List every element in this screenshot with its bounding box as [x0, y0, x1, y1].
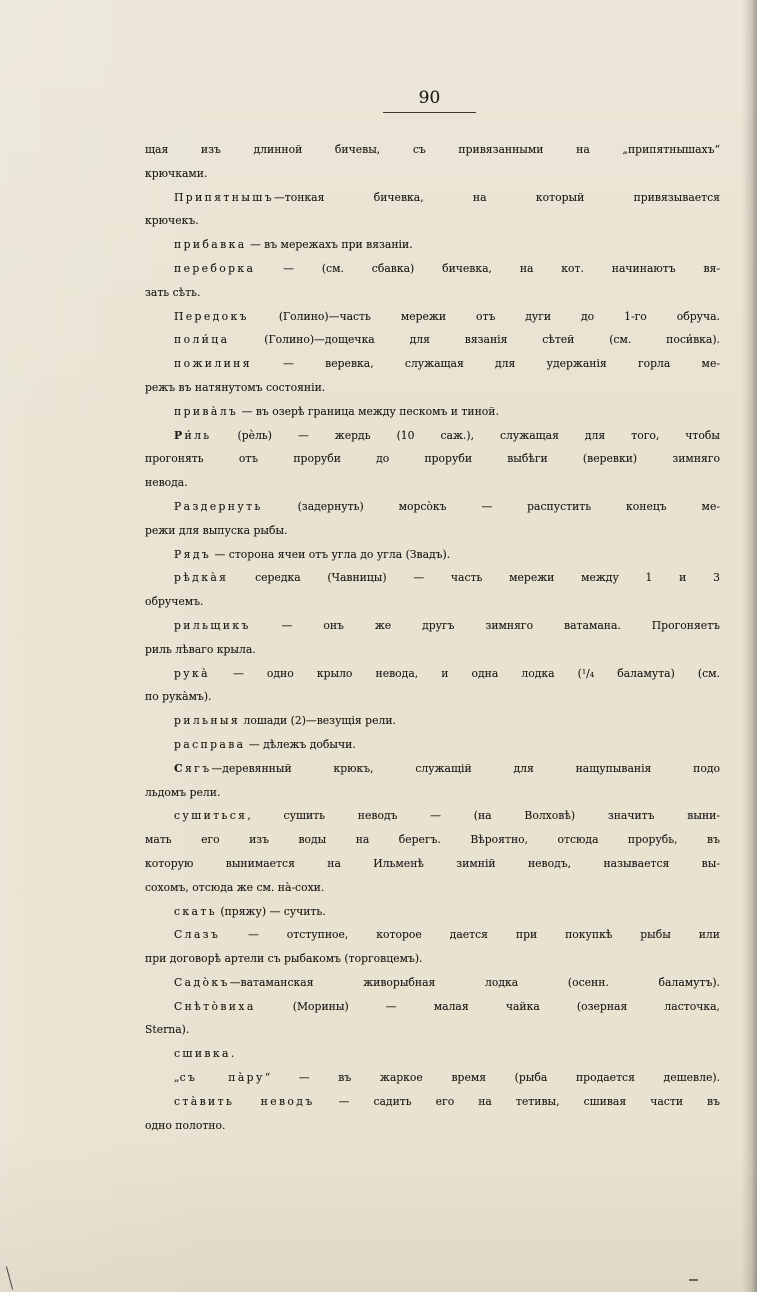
- dictionary-entry: [145, 186, 720, 234]
- text-line: [145, 281, 720, 305]
- line-text: режи для выпуска рыбы.: [145, 523, 288, 537]
- entry-term: прибавка: [174, 238, 247, 252]
- dictionary-entry: [145, 662, 720, 710]
- entry-definition: — веревка, служащая для удержанія горла ме-: [251, 357, 720, 371]
- text-line: [145, 1066, 720, 1090]
- entry-definition: — въ озерѣ граница между пескомъ и тиной.: [238, 404, 499, 418]
- entry-term: Ри́ль: [174, 428, 212, 442]
- text-line: [145, 519, 720, 543]
- dictionary-entry: [145, 328, 720, 352]
- entry-term: поли́ца: [174, 333, 230, 347]
- entry-definition: , сушить неводъ — (на Волховѣ) значитъ выни-: [247, 809, 720, 823]
- text-line: [145, 733, 720, 757]
- dictionary-entry: [145, 1042, 720, 1066]
- text-line: [145, 852, 720, 876]
- text-line: [145, 447, 720, 471]
- entry-term: сшивка: [174, 1047, 231, 1061]
- opening-quote: „: [174, 1071, 180, 1085]
- line-text: которую вынимается на Ильменѣ зимній неводъ, называется вы-: [145, 856, 720, 870]
- text-line: [145, 662, 720, 686]
- entry-definition: (рѐль) — жердь (10 саж.), служащая для того, чтобы: [211, 428, 720, 442]
- line-text: при договорѣ артели съ рыбакомъ (торговцемъ).: [145, 952, 423, 966]
- text-line: [145, 400, 720, 424]
- entry-definition: — сторона ячеи отъ угла до угла (Звадъ).: [211, 547, 451, 561]
- dictionary-entry: [145, 352, 720, 400]
- line-text: крючками.: [145, 166, 208, 180]
- entry-term: Снѣто̀виха: [174, 999, 256, 1013]
- dictionary-entry: [145, 257, 720, 305]
- entry-term: Раздернуть: [174, 499, 263, 513]
- entry-term: Передокъ: [174, 309, 249, 323]
- dictionary-entry: [145, 1066, 720, 1090]
- entry-definition: — онъ же другъ зимняго ватамана. Прогоняетъ: [250, 618, 720, 632]
- entry-term: Рядъ: [174, 547, 212, 561]
- text-line: [145, 781, 720, 805]
- line-text: сохомъ, отсюда же см. на̀-сохи.: [145, 880, 325, 894]
- entry-definition: (Голино)—дощечка для вязанія сѣтей (см. поси́вка).: [229, 333, 720, 347]
- text-line: [145, 757, 720, 781]
- text-line: [145, 1018, 720, 1042]
- dictionary-entry: [145, 971, 720, 995]
- dictionary-entry: [145, 305, 720, 329]
- entry-term: Садо̀къ: [174, 975, 230, 989]
- line-text: режъ въ натянутомъ состояніи.: [145, 380, 326, 394]
- text-line: [145, 923, 720, 947]
- text-line: [145, 138, 720, 162]
- page-edge-shadow: [742, 0, 757, 1292]
- text-line: [145, 543, 720, 567]
- text-line: [145, 804, 720, 828]
- entry-definition: (Морины) — малая чайка (озерная ласточка,: [255, 999, 720, 1013]
- dictionary-entry: [145, 804, 720, 899]
- dictionary-entry: [145, 709, 720, 733]
- entry-term: Слазъ: [174, 928, 221, 942]
- entry-term: прива̀лъ: [174, 404, 239, 418]
- dictionary-entry: [145, 995, 720, 1043]
- entry-term: переборка: [174, 261, 256, 275]
- page-number-rule: [383, 112, 476, 113]
- entry-definition: — отступное, которое дается при покупкѣ рыбы или: [220, 928, 720, 942]
- text-line: [145, 233, 720, 257]
- entry-definition: середка (Чавницы) — часть мережи между 1 и 3: [228, 571, 720, 585]
- line-text: невода.: [145, 476, 188, 490]
- entry-definition: —тонкая бичевка, на который привязывается: [273, 190, 720, 204]
- page-number: 90: [418, 88, 441, 108]
- dictionary-entry: [145, 757, 720, 805]
- text-line: [145, 876, 720, 900]
- line-text: Sterna).: [145, 1023, 190, 1037]
- dictionary-entry: [145, 543, 720, 567]
- entry-term: рильщикъ: [174, 618, 251, 632]
- text-line: [145, 162, 720, 186]
- dictionary-entry: [145, 424, 720, 495]
- entry-term: рука̀: [174, 666, 210, 680]
- entry-definition: — садить его на тетивы, сшивая части въ: [314, 1094, 720, 1108]
- text-line: [145, 257, 720, 281]
- text-line: [145, 328, 720, 352]
- text-block: [145, 138, 720, 1137]
- text-line: [145, 471, 720, 495]
- line-text: одно полотно.: [145, 1118, 226, 1132]
- text-line: [145, 709, 720, 733]
- text-line: [145, 209, 720, 233]
- entry-term: сушиться: [174, 809, 248, 823]
- line-text: мать его изъ воды на берегъ. Вѣроятно, отсюда прорубь, въ: [145, 833, 720, 847]
- dictionary-entry: [145, 614, 720, 662]
- dictionary-entry: [145, 233, 720, 257]
- entry-definition: (задернуть) морсо̀къ — распустить конецъ ме-: [262, 499, 720, 513]
- entry-term: рѣдка̀я: [174, 571, 229, 585]
- text-line: [145, 685, 720, 709]
- text-line: [145, 1114, 720, 1138]
- entry-definition: — (см. сбавка) бичевка, на кот. начинаютъ вя-: [255, 261, 720, 275]
- dictionary-entry: [145, 400, 720, 424]
- entry-definition: “ — въ жаркое время (рыба продается дешевле).: [264, 1071, 720, 1085]
- line-text: обручемъ.: [145, 595, 204, 609]
- text-line: [145, 352, 720, 376]
- dictionary-entry: [145, 733, 720, 757]
- dictionary-entry: [145, 1090, 720, 1138]
- text-line: [145, 376, 720, 400]
- text-line: [145, 971, 720, 995]
- entry-definition: — въ мережахъ при вязаніи.: [246, 238, 413, 252]
- dictionary-entry: [145, 923, 720, 971]
- scan-mark: [689, 1279, 698, 1281]
- text-line: [145, 828, 720, 852]
- text-line: [145, 947, 720, 971]
- entry-term: рильныя: [174, 714, 241, 728]
- entry-definition: — дѣлежъ добычи.: [245, 737, 356, 751]
- entry-definition: (пряжу) — сучить.: [216, 904, 326, 918]
- text-line: [145, 186, 720, 210]
- line-text: льдомъ рели.: [145, 785, 221, 799]
- line-text: прогонять отъ проруби до проруби выбѣги (веревки) зимняго: [145, 452, 720, 466]
- text-line: [145, 305, 720, 329]
- continued-paragraph: [145, 138, 720, 186]
- entry-term: скать: [174, 904, 217, 918]
- entry-definition: .: [230, 1047, 235, 1061]
- entry-term: Сягъ: [174, 761, 212, 775]
- text-line: [145, 495, 720, 519]
- text-line: [145, 1090, 720, 1114]
- text-line: [145, 900, 720, 924]
- entry-definition: (Голино)—часть мережи отъ дуги до 1-го обруча.: [248, 309, 720, 323]
- entry-term: пожилиня: [174, 357, 252, 371]
- text-line: [145, 995, 720, 1019]
- entry-term: Припятнышъ: [174, 190, 274, 204]
- entry-term: съ па̀ру: [179, 1071, 265, 1085]
- dictionary-entry: [145, 900, 720, 924]
- dictionary-entry: [145, 495, 720, 543]
- text-line: [145, 638, 720, 662]
- entry-definition: — одно крыло невода, и одна лодка (¹/₄ баламута) (см.: [209, 666, 720, 680]
- text-line: [145, 1042, 720, 1066]
- line-text: крючекъ.: [145, 214, 199, 228]
- entry-definition: лошади (2)—везущія рели.: [240, 714, 396, 728]
- entry-term: ста̀вить неводъ: [174, 1094, 315, 1108]
- text-line: [145, 566, 720, 590]
- text-line: [145, 424, 720, 448]
- entry-term: расправа: [174, 737, 246, 751]
- line-text: зать сѣть.: [145, 285, 201, 299]
- line-text: по рука̀мъ).: [145, 690, 212, 704]
- line-text: щая изъ длинной бичевы, съ привязанными на „припятнышахъ“: [145, 143, 720, 156]
- dictionary-entry: [145, 566, 720, 614]
- line-text: риль лѣваго крыла.: [145, 642, 256, 656]
- entry-definition: —ватаманская живорыбная лодка (осенн. баламутъ).: [229, 975, 720, 989]
- text-line: [145, 614, 720, 638]
- text-line: [145, 590, 720, 614]
- scan-mark: [6, 1266, 13, 1289]
- entry-definition: —деревянный крюкъ, служащій для нащупыванія подо: [211, 761, 720, 775]
